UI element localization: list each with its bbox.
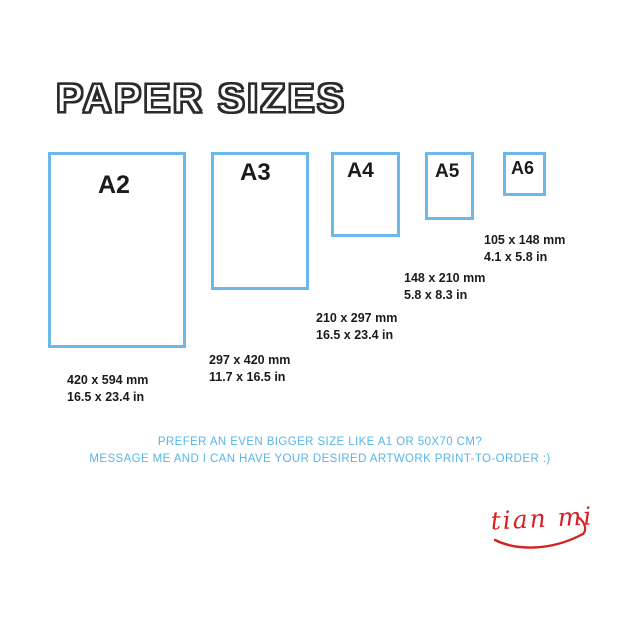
paper-label-a5: A5 [435, 161, 460, 182]
paper-dims-a3-mm: 297 x 420 mm [209, 353, 291, 367]
signature-text: tian mi [489, 501, 595, 536]
paper-dims-a6 [484, 232, 565, 266]
paper-dims-a4 [316, 310, 397, 344]
paper-dims-a6-in: 4.1 x 5.8 in [484, 249, 548, 264]
paper-dims-a5 [404, 270, 485, 304]
paper-label-a2: A2 [98, 171, 130, 199]
paper-dims-a5-in: 5.8 x 8.3 in [404, 287, 468, 302]
paper-dims-a3 [209, 352, 290, 386]
signature [487, 500, 597, 556]
paper-label-a4: A4 [347, 159, 374, 182]
paper-dims-a4-mm: 210 x 297 mm [316, 311, 398, 325]
note-line-2: MESSAGE ME AND I CAN HAVE YOUR DESIRED ARTWORK PRINT-TO-ORDER :) [89, 453, 551, 465]
paper-dims-a2-mm: 420 x 594 mm [67, 373, 149, 387]
paper-label-a6: A6 [511, 158, 535, 178]
paper-dims-a3-in: 11.7 x 16.5 in [209, 369, 286, 384]
paper-dims-a2 [67, 372, 148, 406]
signature-flourish-icon [487, 500, 597, 556]
paper-dims-a6-mm: 105 x 148 mm [484, 233, 566, 247]
paper-label-a3: A3 [240, 159, 271, 186]
paper-dims-a2-in: 16.5 x 23.4 in [67, 389, 145, 404]
paper-dims-a4-in: 16.5 x 23.4 in [316, 327, 394, 342]
paper-dims-a5-mm: 148 x 210 mm [404, 271, 486, 285]
note-line-1: PREFER AN EVEN BIGGER SIZE LIKE A1 OR 50X70 CM? [157, 436, 483, 448]
page-title: PAPER SIZES [56, 75, 347, 121]
